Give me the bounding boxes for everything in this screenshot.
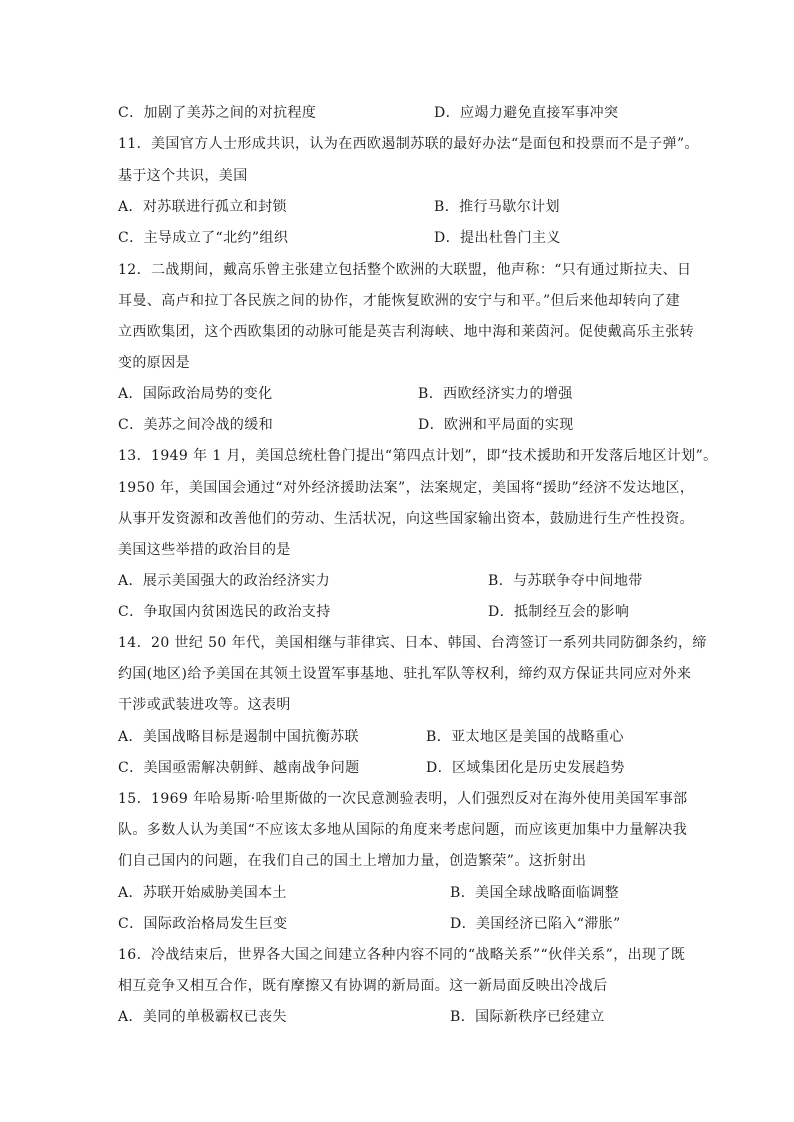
q14-stem-line: 约国(地区)给予美国在其领土设置军事基地、驻扎军队等权利，缔约双方保证共同应对外来 [118,666,692,682]
q12-option-b[interactable]: B．西欧经济实力的增强 [418,386,573,402]
q13-stem-line: 美国这些举措的政治目的是 [118,542,291,558]
q13-stem-line: 1950 年，美国国会通过“对外经济援助法案”，法案规定，美国将“援助”经济不发达地区， [118,480,695,496]
q10-option-d[interactable]: D．应竭力避免直接军事冲突 [434,105,619,121]
q15-option-c[interactable]: C．国际政治格局发生巨变 [118,916,288,932]
q16-stem-line: 16．冷战结束后，世界各大国之间建立各种内容不同的“战略关系”“伙伴关系”，出现了既 [118,947,686,963]
q15-option-d[interactable]: D．美国经济已陷入“滞胀” [450,916,621,932]
q15-option-b[interactable]: B．美国全球战略面临调整 [450,885,620,901]
q16-option-a[interactable]: A．美同的单极霸权已丧失 [118,1009,287,1025]
q13-option-d[interactable]: D．抵制经互会的影响 [488,604,630,620]
q13-option-a[interactable]: A．展示美国强大的政治经济实力 [118,573,331,589]
q15-option-a[interactable]: A．苏联开始威胁美国本土 [118,885,287,901]
q11-option-a[interactable]: A．对苏联进行孤立和封锁 [118,199,287,215]
q13-option-c[interactable]: C．争取国内贫困选民的政治支持 [118,604,331,620]
q15-stem-line: 队。多数人认为美国“不应该太多地从国际的角度来考虑问题，而应该更加集中力量解决我 [118,822,688,838]
q14-stem-line: 干涉或武装进攻等。这表明 [118,697,291,713]
q15-stem-line: 们自己国内的问题，在我们自己的国土上增加力量，创造繁荣”。这折射出 [118,853,587,869]
q14-option-c[interactable]: C．美国亟需解决朝鲜、越南战争问题 [118,760,360,776]
q12-option-a[interactable]: A．国际政治局势的变化 [118,386,273,402]
q11-stem-line: 基于这个共识，美国 [118,168,248,184]
q11-stem-line: 11．美国官方人士形成共识，认为在西欧遏制苏联的最好办法“是面包和投票而不是子弹”。 [118,136,699,152]
q14-stem-line: 14．20 世纪 50 年代，美国相继与菲律宾、日本、韩国、台湾签订一系列共同防御条约，缔 [118,635,707,651]
q13-option-b[interactable]: B．与苏联争夺中间地带 [488,573,643,589]
q11-option-c[interactable]: C．主导成立了“北约”组织 [118,230,289,246]
q14-option-d[interactable]: D．区域集团化是历史发展趋势 [426,760,625,776]
q13-stem-line: 13．1949 年 1 月，美国总统杜鲁门提出“第四点计划”，即“技术援助和开发落后地区计划”。 [118,448,718,464]
q13-stem-line: 从事开发资源和改善他们的劳动、生活状况，向这些国家输出资本，鼓励进行生产性投资。 [118,511,694,527]
q12-stem-line: 立西欧集团，这个西欧集团的动脉可能是英吉利海峡、地中海和莱茵河。促使戴高乐主张转 [118,324,694,340]
q12-stem-line: 耳曼、高卢和拉丁各民族之间的协作，才能恢复欧洲的安宁与和平。”但后来他却转向了建 [118,293,681,309]
q15-stem-line: 15．1969 年哈易斯·哈里斯做的一次民意测验表明，人们强烈反对在海外使用美国军事部 [118,791,688,807]
q12-stem-line: 变的原因是 [118,355,190,371]
q16-stem-line: 相互竞争又相互合作，既有摩擦又有协调的新局面。这一新局面反映出冷战后 [118,978,608,994]
q11-option-b[interactable]: B．推行马歇尔计划 [434,199,560,215]
q14-option-a[interactable]: A．美国战略目标是遏制中国抗衡苏联 [118,729,359,745]
q12-option-d[interactable]: D．欧洲和平局面的实现 [418,417,574,433]
q12-option-c[interactable]: C．美苏之间冷战的缓和 [118,417,274,433]
q16-option-b[interactable]: B．国际新秩序已经建立 [450,1009,605,1025]
q11-option-d[interactable]: D．提出杜鲁门主义 [434,230,561,246]
q12-stem-line: 12．二战期间，戴高乐曾主张建立包括整个欧洲的大联盟，他声称：“只有通过斯拉夫、日 [118,262,692,278]
q10-option-c[interactable]: C．加剧了美苏之间的对抗程度 [118,105,317,121]
q14-option-b[interactable]: B．亚太地区是美国的战略重心 [426,729,624,745]
